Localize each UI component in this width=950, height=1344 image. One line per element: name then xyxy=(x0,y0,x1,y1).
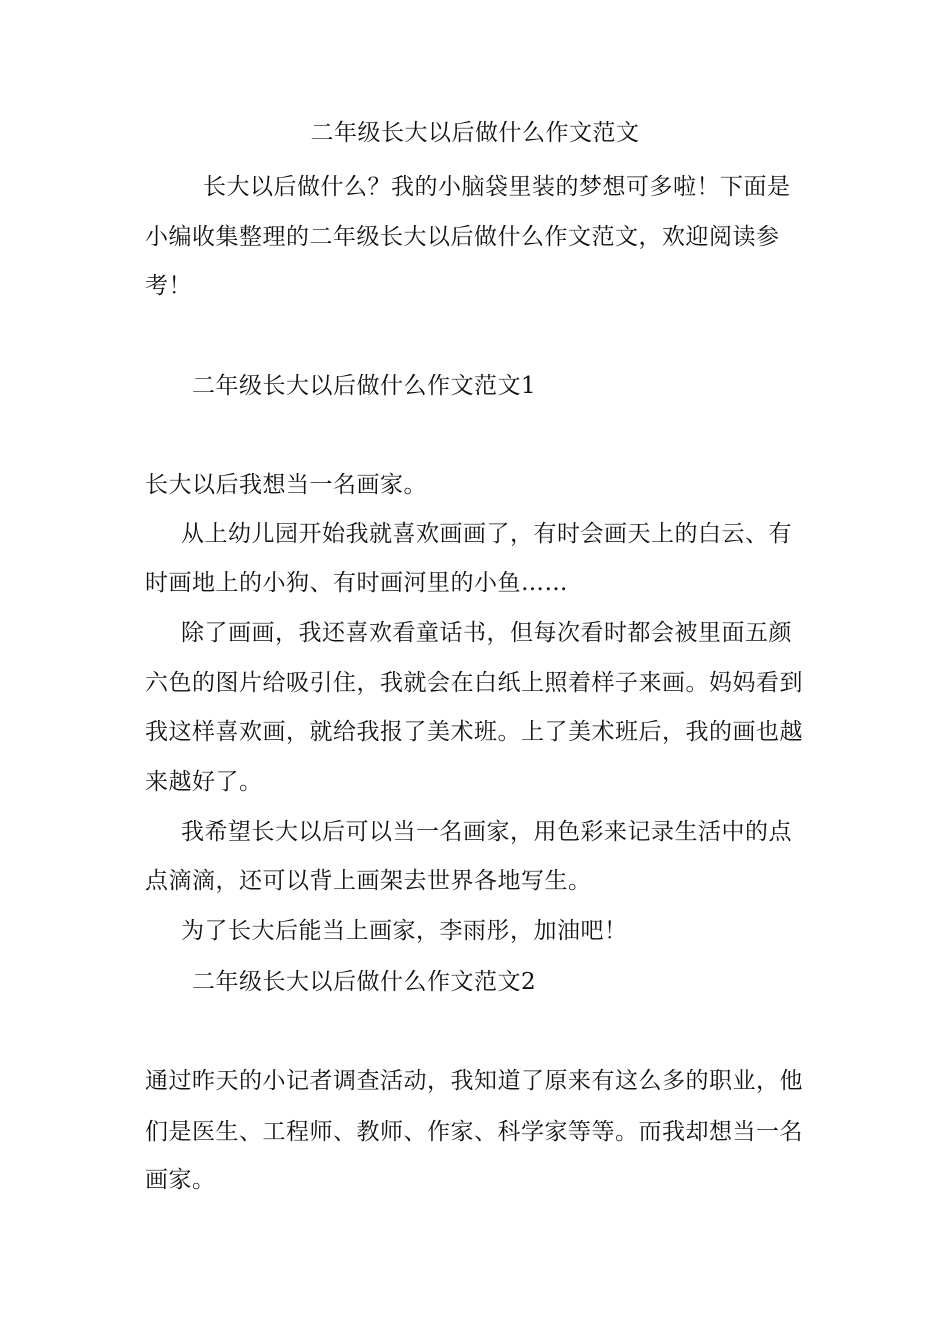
essay1-line: 我希望长大以后可以当一名画家，用色彩来记录生活中的点 xyxy=(181,819,792,845)
intro-line: 长大以后做什么？我的小脑袋里装的梦想可多啦！下面是 xyxy=(203,174,791,200)
essay1-line: 点滴滴，还可以背上画架去世界各地写生。 xyxy=(145,868,592,894)
essay1-line: 从上幼儿园开始我就喜欢画画了，有时会画天上的白云、有 xyxy=(181,521,792,547)
intro-line: 小编收集整理的二年级长大以后做什么作文范文，欢迎阅读参 xyxy=(145,224,780,250)
essay2-line: 画家。 xyxy=(145,1167,216,1193)
intro-line: 考！ xyxy=(145,273,192,299)
document-title: 二年级长大以后做什么作文范文 xyxy=(310,120,640,146)
essay1-line: 我这样喜欢画，就给我报了美术班。上了美术班后，我的画也越 xyxy=(145,719,803,745)
essay2-line: 们是医生、工程师、教师、作家、科学家等等。而我却想当一名 xyxy=(145,1119,803,1145)
essay1-line: 六色的图片给吸引住，我就会在白纸上照着样子来画。妈妈看到 xyxy=(145,670,803,696)
essay1-line: 长大以后我想当一名画家。 xyxy=(145,472,427,498)
essay1-line: 时画地上的小狗、有时画河里的小鱼…… xyxy=(145,570,568,596)
essay1-heading: 二年级长大以后做什么作文范文1 xyxy=(192,373,537,399)
essay1-line: 来越好了。 xyxy=(145,769,263,795)
essay2-heading: 二年级长大以后做什么作文范文2 xyxy=(192,969,537,995)
essay1-line: 为了长大后能当上画家，李雨彤，加油吧！ xyxy=(181,918,628,944)
essay1-line: 除了画画，我还喜欢看童话书，但每次看时都会被里面五颜 xyxy=(181,620,792,646)
essay2-line: 通过昨天的小记者调查活动，我知道了原来有这么多的职业，他 xyxy=(145,1068,803,1094)
